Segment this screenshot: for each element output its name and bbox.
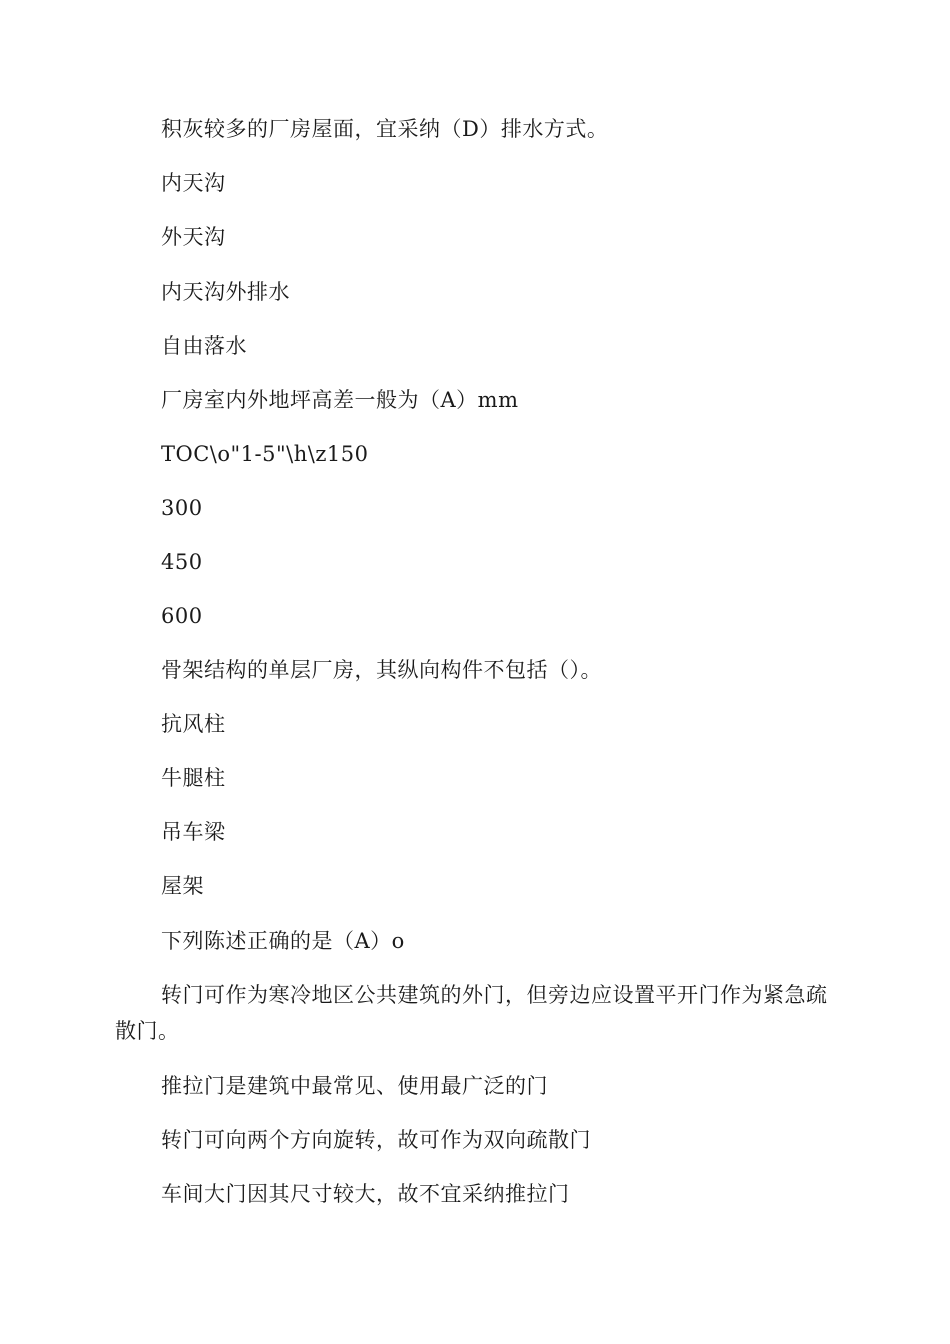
question-1-option-4: 自由落水 — [161, 334, 247, 358]
question-3-option-3: 吊车梁 — [161, 820, 226, 844]
question-3-option-1: 抗风柱 — [161, 712, 226, 736]
question-2-option-1: TOC\o"1-5"\h\z150 — [161, 442, 369, 466]
question-3-option-2: 牛腿柱 — [161, 766, 226, 790]
question-4-option-4: 车间大门因其尺寸较大，故不宜采纳推拉门 — [161, 1182, 570, 1206]
question-1-option-2: 外天沟 — [161, 225, 226, 249]
question-3-option-4: 屋架 — [161, 874, 204, 898]
question-2-stem: 厂房室内外地坪高差一般为（A）mm — [161, 388, 519, 412]
question-4-option-3: 转门可向两个方向旋转，故可作为双向疏散门 — [161, 1128, 591, 1152]
question-2-option-4: 600 — [161, 604, 203, 628]
question-2-option-3: 450 — [161, 550, 203, 574]
question-4-option-2: 推拉门是建筑中最常见、使用最广泛的门 — [161, 1074, 548, 1098]
question-4-stem: 下列陈述正确的是（A）o — [161, 929, 405, 953]
question-1-stem: 积灰较多的厂房屋面，宜采纳（D）排水方式。 — [161, 117, 609, 141]
question-2-option-2: 300 — [161, 496, 203, 520]
question-1-option-3: 内天沟外排水 — [161, 280, 290, 304]
question-1-option-1: 内天沟 — [161, 171, 226, 195]
question-3-stem: 骨架结构的单层厂房，其纵向构件不包括（）。 — [161, 658, 602, 682]
question-4-option-1: 转门可作为寒冷地区公共建筑的外门，但旁边应设置平开门作为紧急疏散门。 — [115, 983, 828, 1043]
